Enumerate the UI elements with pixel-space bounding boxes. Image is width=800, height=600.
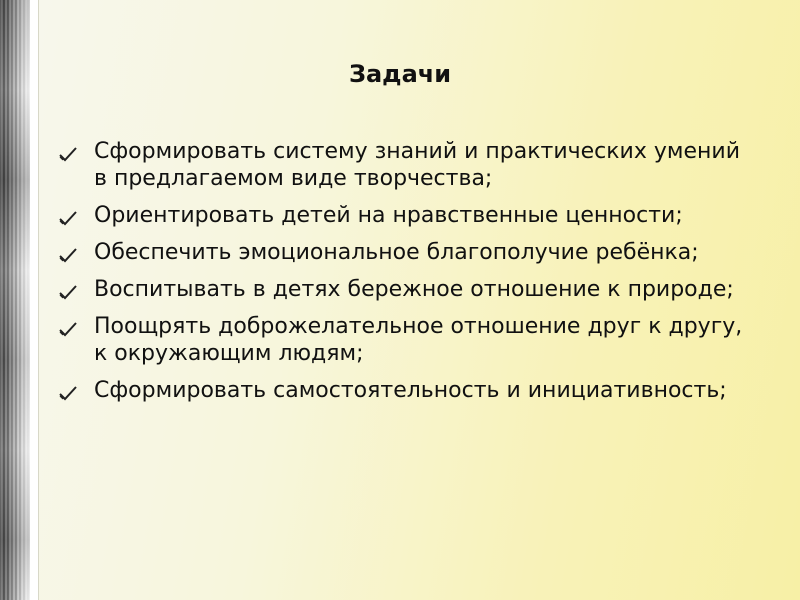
list-item	[58, 239, 758, 266]
decorative-side-stripe	[0, 0, 30, 600]
check-mark-icon	[58, 385, 78, 401]
check-mark-icon	[58, 247, 78, 263]
check-mark-icon	[58, 284, 78, 300]
list-item	[58, 313, 758, 367]
check-mark-icon	[58, 210, 78, 226]
check-mark-icon	[58, 146, 78, 162]
list-item-text: Ориентировать детей на нравственные ценности;	[94, 203, 683, 228]
list-item-text: Поощрять доброжелательное отношение друг к другу, к окружающим людям;	[94, 314, 743, 366]
list-item	[58, 202, 758, 229]
check-mark-icon	[58, 321, 78, 337]
list-item-text: Сформировать самостоятельность и инициативность;	[94, 378, 727, 403]
list-item-text: Воспитывать в детях бережное отношение к природе;	[94, 277, 734, 302]
list-item	[58, 276, 758, 303]
list-item	[58, 377, 758, 404]
task-list	[58, 138, 758, 414]
list-item-text: Сформировать систему знаний и практических умений в предлагаемом виде творчества;	[94, 139, 741, 191]
list-item	[58, 138, 758, 192]
slide-title: Задачи	[348, 60, 452, 88]
list-item-text: Обеспечить эмоциональное благополучие ребёнка;	[94, 240, 699, 265]
